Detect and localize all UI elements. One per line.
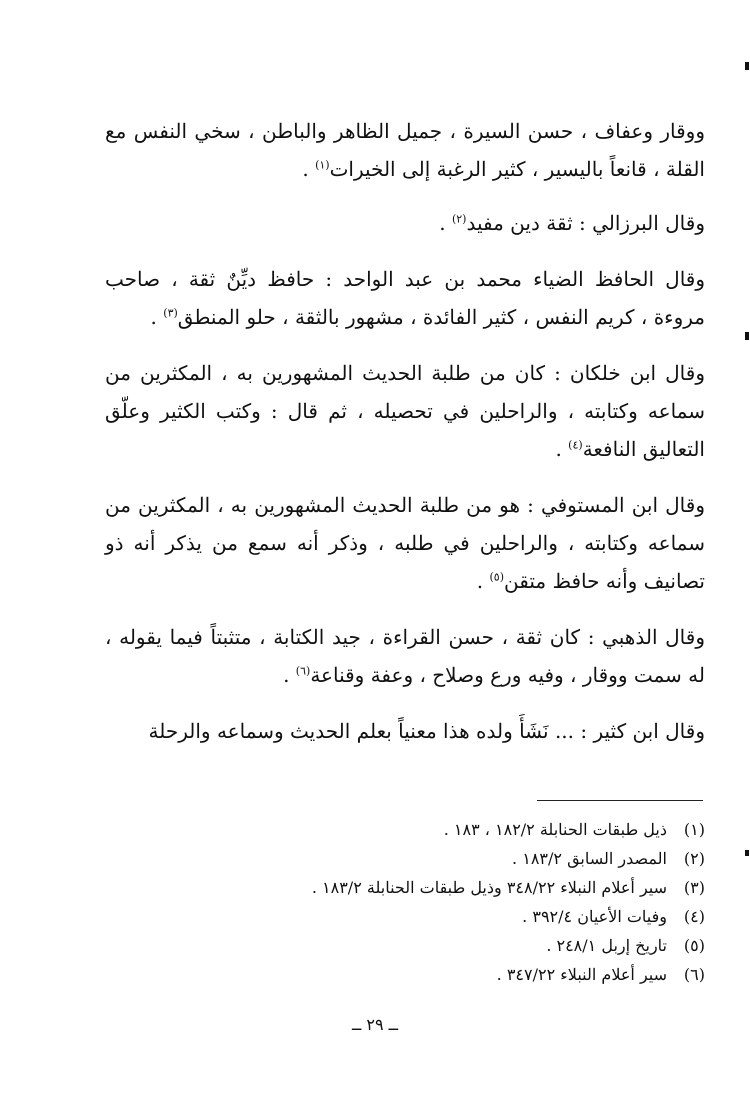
paragraph-2: وقال البرزالي : ثقة دين مفيد$^{(٢)}$ . (439, 211, 705, 235)
footnote-ref-4[interactable]: (٤) (568, 438, 583, 452)
scan-margin-mark (745, 332, 749, 340)
footnote-item (200, 844, 705, 873)
paragraph-1: ووقار وعفاف ، حسن السيرة ، جميل الظاهر والباطن ، سخي النفس مع القلة ، قانعاً باليسير ، كثير الرغبة إلى الخيرات$^{(١)}$ . (105, 119, 705, 181)
footnote-item (200, 931, 705, 960)
footnote-number: (٥) (683, 936, 705, 955)
footnote-text: وفيات الأعيان ٣٩٢/٤ . (522, 907, 667, 926)
footnote-text: ذيل طبقات الحنابلة ١٨٢/٢ ، ١٨٣ . (443, 820, 667, 839)
footnote-number: (٤) (683, 907, 705, 926)
footnote-ref-5[interactable]: (٥) (489, 570, 505, 584)
footnotes-list (200, 815, 705, 989)
paragraph-4: وقال ابن خلكان : كان من طلبة الحديث المشهورين به ، المكثرين من سماعه وكتابته ، والراحلين في تحصيله ، ثم قال : وكتب الكثير وعلّق التعاليق النافعة$^{(٤)}$ . (105, 361, 705, 461)
footnote-number: (٣) (683, 878, 705, 897)
paragraph-3: وقال الحافظ الضياء محمد بن عبد الواحد : حافظ ديِّنٌ ثقة ، صاحب مروءة ، كريم النفس ، كثير الفائدة ، مشهور بالثقة ، حلو المنطق$^{(٣)}$ . (105, 267, 705, 329)
scan-margin-mark (745, 62, 749, 70)
footnote-text: تاريخ إربل ٢٤٨/١ . (546, 936, 667, 955)
footnote-text: المصدر السابق ١٨٣/٢ . (512, 849, 667, 868)
footnote-number: (٦) (683, 965, 705, 984)
page-number: ــ ٢٩ ــ (351, 1015, 399, 1034)
footnote-text: سير أعلام النبلاء ٣٤٧/٢٢ . (496, 965, 667, 984)
footnote-item (200, 873, 705, 902)
footnote-ref-6[interactable]: (٦) (295, 664, 311, 678)
footnote-number: (١) (683, 820, 705, 839)
paragraph-6: وقال الذهبي : كان ثقة ، حسن القراءة ، جيد الكتابة ، متثبتاً فيما يقوله ، له سمت ووقار ، وفيه ورع وصلاح ، وعفة وقناعة$^{(٦)}$ . (105, 625, 705, 687)
paragraph-5: وقال ابن المستوفي : هو من طلبة الحديث المشهورين به ، المكثرين من سماعه وكتابته ، والراحلين في طلبه ، وذكر أنه سمع من يذكر أنه ذو تصانيف وأنه حافظ متقن$^{(٥)}$ . (105, 493, 705, 593)
footnote-ref-1[interactable]: (١) (315, 158, 330, 172)
scan-margin-mark (745, 850, 749, 856)
footnote-text: سير أعلام النبلاء ٣٤٨/٢٢ وذيل طبقات الحنابلة ١٨٣/٢ . (311, 878, 667, 897)
paragraph-7: وقال ابن كثير : ... نَشَأَ ولده هذا معنياً بعلم الحديث وسماعه والرحلة (148, 719, 705, 743)
footnote-item (200, 815, 705, 844)
footnote-divider (537, 800, 703, 801)
footnote-ref-3[interactable]: (٣) (163, 306, 178, 320)
footnote-number: (٢) (683, 849, 705, 868)
footnote-ref-2[interactable]: (٢) (451, 212, 467, 226)
footnote-item (200, 960, 705, 989)
footnote-item (200, 902, 705, 931)
main-text (105, 112, 705, 768)
